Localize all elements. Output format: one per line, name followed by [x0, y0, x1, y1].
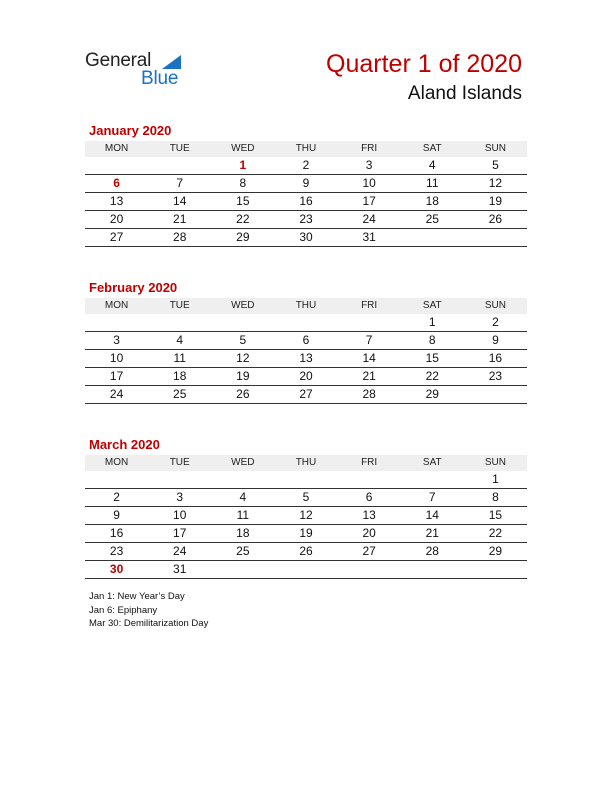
day-cell: 25 — [211, 543, 274, 561]
day-cell: 11 — [401, 175, 464, 193]
day-cell: 5 — [274, 489, 337, 507]
day-cell: 14 — [401, 507, 464, 525]
month-february — [85, 278, 527, 404]
day-cell: 20 — [338, 525, 401, 543]
holiday-note: Jan 6: Epiphany — [89, 604, 158, 616]
weekday-header: WED — [211, 298, 274, 314]
empty-day-cell — [211, 561, 274, 579]
empty-day-cell — [274, 314, 337, 332]
day-cell: 8 — [464, 489, 527, 507]
day-cell: 3 — [338, 157, 401, 175]
month-title: March 2020 — [89, 437, 160, 452]
day-cell: 26 — [274, 543, 337, 561]
day-cell: 29 — [464, 543, 527, 561]
day-cell: 5 — [464, 157, 527, 175]
empty-day-cell — [274, 561, 337, 579]
weekday-header: SAT — [401, 298, 464, 314]
day-cell: 30 — [274, 229, 337, 247]
day-cell: 19 — [274, 525, 337, 543]
day-cell: 28 — [338, 386, 401, 404]
month-march — [85, 435, 527, 579]
holiday-note: Mar 30: Demilitarization Day — [89, 618, 209, 629]
holiday-note: Jan 1: New Year’s Day — [89, 591, 185, 602]
day-cell: 6 — [338, 489, 401, 507]
day-cell: 28 — [148, 229, 211, 247]
day-cell: 15 — [211, 193, 274, 211]
empty-day-cell — [338, 561, 401, 579]
empty-day-cell — [338, 471, 401, 489]
day-cell: 24 — [85, 386, 148, 404]
day-cell: 2 — [464, 314, 527, 332]
weekday-header: FRI — [338, 141, 401, 157]
day-cell: 29 — [401, 386, 464, 404]
day-cell: 31 — [338, 229, 401, 247]
day-cell: 17 — [148, 525, 211, 543]
day-cell: 18 — [211, 525, 274, 543]
day-cell: 31 — [148, 561, 211, 579]
day-cell: 24 — [148, 543, 211, 561]
weekday-header: SUN — [464, 141, 527, 157]
day-cell: 5 — [211, 332, 274, 350]
day-cell: 22 — [401, 368, 464, 386]
day-cell: 19 — [211, 368, 274, 386]
day-cell: 9 — [85, 507, 148, 525]
day-cell: 12 — [464, 175, 527, 193]
calendar-grid — [85, 141, 527, 247]
day-cell: 29 — [211, 229, 274, 247]
day-cell: 7 — [148, 175, 211, 193]
day-cell: 26 — [464, 211, 527, 229]
day-cell: 20 — [274, 368, 337, 386]
brand-triangle-icon — [162, 55, 181, 69]
calendar-grid — [85, 298, 527, 404]
day-cell: 17 — [85, 368, 148, 386]
day-cell: 2 — [85, 489, 148, 507]
month-title: January 2020 — [89, 123, 172, 138]
weekday-header: TUE — [148, 141, 211, 157]
weekday-header: WED — [211, 455, 274, 471]
holiday-notes — [89, 590, 208, 631]
day-cell: 14 — [148, 193, 211, 211]
day-cell: 11 — [211, 507, 274, 525]
empty-day-cell — [85, 157, 148, 175]
day-cell: 26 — [211, 386, 274, 404]
empty-day-cell — [85, 471, 148, 489]
day-cell: 1 — [211, 157, 274, 175]
weekday-header: SAT — [401, 455, 464, 471]
brand-name-blue: Blue — [141, 68, 179, 89]
day-cell: 27 — [274, 386, 337, 404]
weekday-header: MON — [85, 141, 148, 157]
day-cell: 3 — [148, 489, 211, 507]
empty-day-cell — [338, 314, 401, 332]
weekday-header: TUE — [148, 298, 211, 314]
weekday-header: SUN — [464, 455, 527, 471]
day-cell: 22 — [211, 211, 274, 229]
country-name: Aland Islands — [407, 83, 522, 104]
weekday-header: FRI — [338, 298, 401, 314]
page-title: Quarter 1 of 2020 — [326, 50, 522, 78]
day-cell: 4 — [211, 489, 274, 507]
day-cell: 8 — [211, 175, 274, 193]
weekday-header: TUE — [148, 455, 211, 471]
day-cell: 27 — [85, 229, 148, 247]
day-cell: 10 — [148, 507, 211, 525]
day-cell: 9 — [274, 175, 337, 193]
weekday-header: THU — [274, 298, 337, 314]
day-cell: 23 — [274, 211, 337, 229]
day-cell: 3 — [85, 332, 148, 350]
empty-day-cell — [401, 471, 464, 489]
day-cell: 24 — [338, 211, 401, 229]
day-cell: 13 — [85, 193, 148, 211]
day-cell: 6 — [85, 175, 148, 193]
weekday-header: THU — [274, 455, 337, 471]
day-cell: 25 — [148, 386, 211, 404]
day-cell: 23 — [85, 543, 148, 561]
month-title: February 2020 — [89, 280, 178, 295]
calendar-grid — [85, 455, 527, 579]
brand-name-general: General — [85, 50, 152, 71]
day-cell: 21 — [338, 368, 401, 386]
day-cell: 1 — [401, 314, 464, 332]
empty-day-cell — [464, 229, 527, 247]
day-cell: 23 — [464, 368, 527, 386]
day-cell: 15 — [464, 507, 527, 525]
day-cell: 30 — [85, 561, 148, 579]
day-cell: 13 — [338, 507, 401, 525]
day-cell: 27 — [338, 543, 401, 561]
day-cell: 28 — [401, 543, 464, 561]
weekday-header: SUN — [464, 298, 527, 314]
empty-day-cell — [85, 314, 148, 332]
day-cell: 18 — [148, 368, 211, 386]
weekday-header: WED — [211, 141, 274, 157]
day-cell: 1 — [464, 471, 527, 489]
day-cell: 16 — [464, 350, 527, 368]
month-january — [85, 121, 527, 247]
day-cell: 25 — [401, 211, 464, 229]
day-cell: 7 — [338, 332, 401, 350]
day-cell: 22 — [464, 525, 527, 543]
empty-day-cell — [148, 157, 211, 175]
day-cell: 18 — [401, 193, 464, 211]
empty-day-cell — [464, 386, 527, 404]
day-cell: 12 — [274, 507, 337, 525]
weekday-header: MON — [85, 455, 148, 471]
weekday-header: MON — [85, 298, 148, 314]
day-cell: 9 — [464, 332, 527, 350]
empty-day-cell — [464, 561, 527, 579]
weekday-header: THU — [274, 141, 337, 157]
empty-day-cell — [401, 229, 464, 247]
weekday-header: SAT — [401, 141, 464, 157]
empty-day-cell — [211, 314, 274, 332]
day-cell: 6 — [274, 332, 337, 350]
empty-day-cell — [401, 561, 464, 579]
day-cell: 16 — [85, 525, 148, 543]
day-cell: 13 — [274, 350, 337, 368]
empty-day-cell — [148, 314, 211, 332]
day-cell: 17 — [338, 193, 401, 211]
day-cell: 14 — [338, 350, 401, 368]
empty-day-cell — [274, 471, 337, 489]
day-cell: 16 — [274, 193, 337, 211]
weekday-header: FRI — [338, 455, 401, 471]
day-cell: 2 — [274, 157, 337, 175]
day-cell: 21 — [401, 525, 464, 543]
empty-day-cell — [211, 471, 274, 489]
day-cell: 8 — [401, 332, 464, 350]
day-cell: 7 — [401, 489, 464, 507]
day-cell: 19 — [464, 193, 527, 211]
day-cell: 15 — [401, 350, 464, 368]
day-cell: 12 — [211, 350, 274, 368]
brand-logo — [85, 50, 195, 90]
day-cell: 11 — [148, 350, 211, 368]
day-cell: 4 — [148, 332, 211, 350]
empty-day-cell — [148, 471, 211, 489]
day-cell: 20 — [85, 211, 148, 229]
day-cell: 10 — [85, 350, 148, 368]
day-cell: 10 — [338, 175, 401, 193]
day-cell: 21 — [148, 211, 211, 229]
day-cell: 4 — [401, 157, 464, 175]
